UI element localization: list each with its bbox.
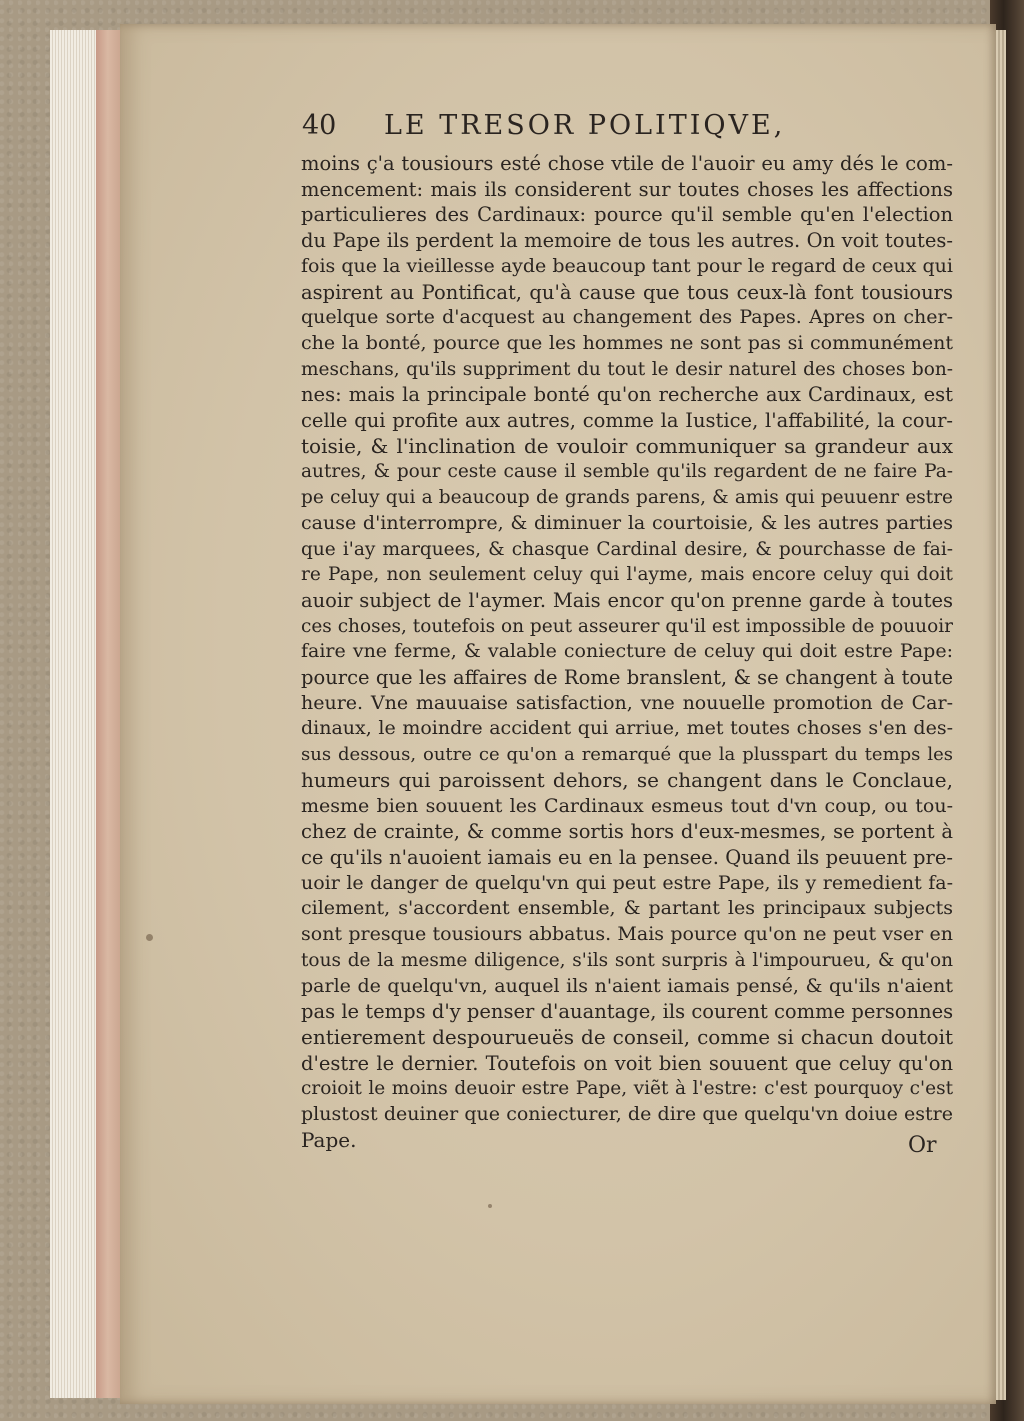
text-line: cause d'interrompre, & diminuer la courtoisie, & les autres parties [301,511,953,534]
text-line: particulieres des Cardinaux: pource qu'il semble qu'en l'election [301,203,953,227]
text-line: toisie, & l'inclination de vouloir communiquer sa grandeur aux [301,433,953,458]
text-line: ce qu'ils n'auoient iamais eu en la pensee. Quand ils peuuent pre- [301,845,953,869]
running-title: LE TRESOR POLITIQVE, [384,110,786,141]
text-line: mencement: mais ils considerent sur toutes choses les affections [301,177,953,201]
text-line: croioit le moins deuoir estre Pape, viẽt à l'estre: c'est pourquoy c'est [301,1078,953,1100]
text-line: meschans, qu'ils suppriment du tout le desir naturel des choses bon- [301,358,953,380]
text-line: d'estre le dernier. Toutefois on voit bien souuent que celuy qu'on [301,1051,953,1075]
text-line: cilement, s'accordent ensemble, & partant les principaux subjects [301,897,953,920]
text-line: che la bonté, pource que les hommes ne sont pas si communément [301,331,953,354]
text-line: entierement despourueuës de conseil, comme si chacun doutoit [301,1024,953,1049]
text-line: tous de la mesme diligence, s'ils sont surpris à l'impourueu, & qu'on [301,949,953,971]
text-line: que i'ay marquees, & chasque Cardinal desire, & pourchasse de fai- [301,538,953,560]
text-line: uoir le danger de quelqu'vn qui peut estre Pape, ils y remedient fa- [301,871,953,894]
text-line: sont presque tousiours abbatus. Mais pource qu'on ne peut vser en [301,923,953,946]
text-line: du Pape ils perdent la memoire de tous les autres. On voit toutes- [301,229,953,253]
text-line: autres, & pour ceste cause il semble qu'ils regardent de ne faire Pa- [301,461,953,483]
text-line: dinaux, le moindre accident qui arriue, met toutes choses s'en des- [301,717,953,740]
paper-spot [488,1204,492,1208]
text-line: mesme bien souuent les Cardinaux esmeus tout d'vn coup, ou tou- [301,794,953,817]
paper-spot [146,934,153,941]
text-line: moins ç'a tousiours esté chose vtile de l'auoir eu amy dés le com- [301,152,953,175]
page-number: 40 [302,110,337,141]
text-line: aspirent au Pontificat, qu'à cause que tous ceux-là font tousiours [301,280,953,304]
text-line: Pape. [301,1127,357,1152]
text-line: ces choses, toutefois on peut asseurer qu'il est impossible de pouuoir [301,615,953,637]
text-line: parle de quelqu'vn, auquel ils n'aient iamais pensé, & qu'ils n'aient [301,974,953,997]
text-line: quelque sorte d'acquest au changement des Papes. Apres on cher- [301,306,953,329]
text-line: heure. Vne mauuaise satisfaction, vne nouuelle promotion de Car- [301,691,953,714]
body-text [301,151,953,1153]
text-line: pe celuy qui a beaucoup de grands parens, & amis qui peuuenr estre [301,487,953,509]
text-line: auoir subject de l'aymer. Mais encor qu'on prenne garde à toutes [301,588,953,612]
text-line: faire vne ferme, & valable coniecture de celuy qui doit estre Pape: [301,640,953,663]
text-line: humeurs qui paroissent dehors, se changent dans le Conclaue, [301,767,953,792]
red-page-edge [96,30,122,1398]
catchword: Or [908,1133,937,1158]
text-line: sus dessous, outre ce qu'on a remarqué que la plusspart du temps les [301,744,953,766]
text-line: re Pape, non seulement celuy qui l'ayme, mais encore celuy qui doit [301,564,953,586]
text-line: plustost deuiner que coniecturer, de dire que quelqu'vn doiue estre [301,1103,953,1126]
text-line: chez de crainte, & comme sortis hors d'eux-mesmes, se portent à [301,820,953,844]
running-head [302,110,785,141]
text-line: pas le temps d'y penser d'auantage, ils courent comme personnes [301,1000,953,1024]
text-line: nes: mais la principale bonté qu'on recherche aux Cardinaux, est [301,383,953,407]
text-line: fois que la vieillesse ayde beaucoup tant pour le regard de ceux qui [301,254,953,277]
text-line: pource que les affaires de Rome branslent, & se changent à toute [301,666,953,690]
text-line: celle qui profite aux autres, comme la Iustice, l'affabilité, la cour- [301,409,953,433]
